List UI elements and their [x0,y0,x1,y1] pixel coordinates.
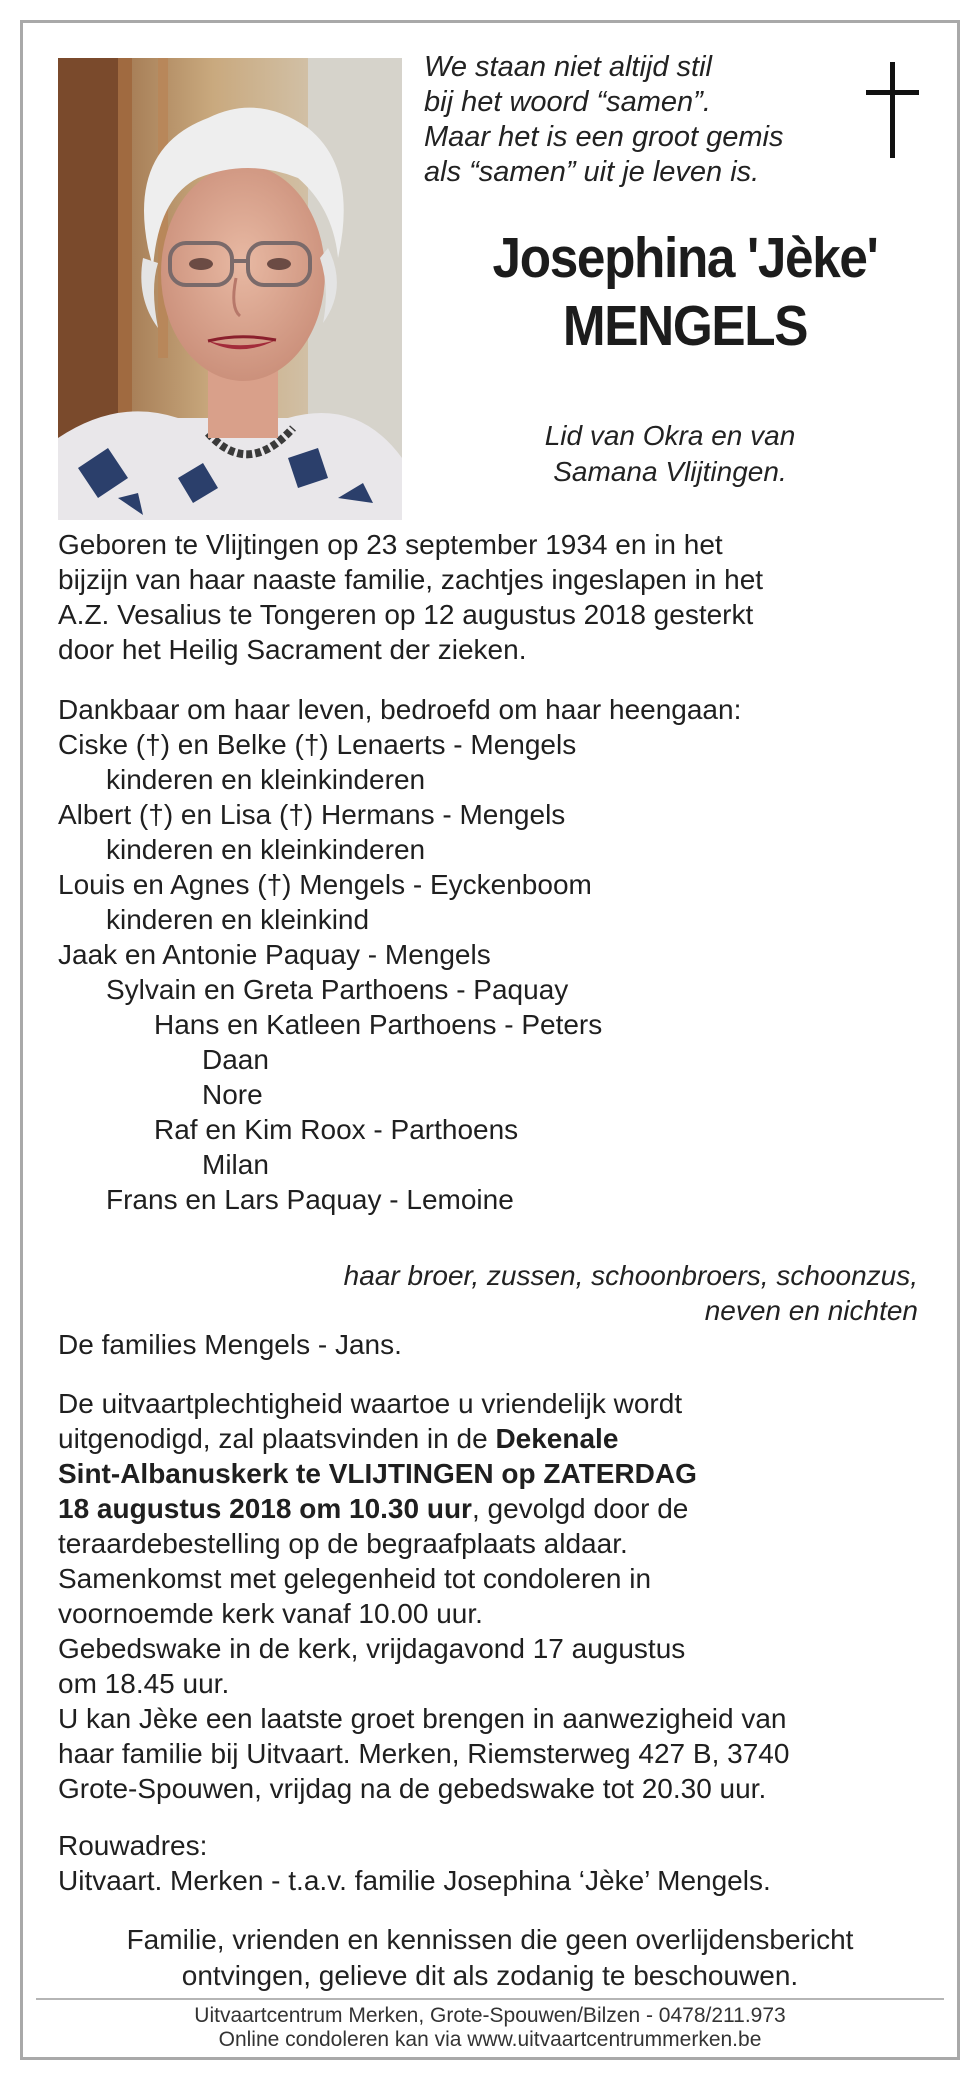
ceremony-paragraph [58,1386,938,1806]
ceremony-line: Samenkomst met gelegenheid tot condoleren in [58,1563,652,1594]
families-line: De families Mengels - Jans. [58,1329,402,1360]
poem [424,50,844,190]
ceremony-line [58,1491,938,1526]
mourner-line: Jaak en Antonie Paquay - Mengels [58,939,491,970]
ceremony-text: uitgenodigd, zal plaatsvinden in de [58,1423,496,1454]
membership-line: Samana Vlijtingen. [553,456,787,487]
poem-line: als “samen” uit je leven is. [424,156,760,188]
relatives [58,1258,918,1328]
mourners-list [58,692,938,1217]
birth-paragraph [58,527,938,667]
birth-line: A.Z. Vesalius te Tongeren op 12 augustus 2018 gesterkt [58,599,754,630]
poem-line: bij het woord “samen”. [424,86,711,118]
address-line: Uitvaart. Merken - t.a.v. familie Josephina ‘Jèke’ Mengels. [58,1865,771,1896]
birth-line: Geboren te Vlijtingen op 23 september 1934 en in het [58,529,723,560]
mourner-line: Ciske (†) en Belke (†) Lenaerts - Mengels [58,729,577,760]
mourner-line: Sylvain en Greta Parthoens - Paquay [106,974,569,1005]
address-label: Rouwadres: [58,1830,208,1861]
deceased-name [433,224,937,360]
footer-website: Online condoleren kan via www.uitvaartcentrummerken.be [218,2028,762,2051]
name-first: Josephina 'Jèke' [492,226,878,290]
cross-icon [862,60,922,160]
poem-line: We staan niet altijd stil [424,51,712,83]
birth-line: bijzijn van haar naaste familie, zachtjes ingeslapen in het [58,564,764,595]
footer-contact: Uitvaartcentrum Merken, Grote-Spouwen/Bilzen - 0478/211.973 [194,2004,786,2027]
membership-line: Lid van Okra en van [544,420,796,451]
address-block [58,1828,938,1898]
ceremony-line: De uitvaartplechtigheid waartoe u vriendelijk wordt [58,1388,683,1419]
ceremony-line: Grote-Spouwen, vrijdag na de gebedswake tot 20.30 uur. [58,1773,767,1804]
ceremony-line: teraardebestelling op de begraafplaats aldaar. [58,1528,628,1559]
birth-line: door het Heilig Sacrament der zieken. [58,634,527,665]
relatives-line: neven en nichten [704,1295,918,1326]
closing-line: Familie, vrienden en kennissen die geen overlijdensbericht [126,1924,854,1955]
ceremony-text: , gevolgd door de [471,1493,689,1524]
mourner-line: Daan [202,1044,269,1075]
mourners-intro: Dankbaar om haar leven, bedroefd om haar heengaan: [58,694,742,725]
name-last: MENGELS [562,294,808,358]
ceremony-location: Sint-Albanuskerk te VLIJTINGEN op ZATERDAG [58,1458,697,1489]
mourner-line: Raf en Kim Roox - Parthoens [154,1114,519,1145]
footer-divider [36,1998,944,2000]
mourner-line: Nore [202,1079,263,1110]
membership [440,418,900,490]
ceremony-line: haar familie bij Uitvaart. Merken, Riemsterweg 427 B, 3740 [58,1738,790,1769]
families [58,1327,938,1362]
portrait-photo [58,58,402,520]
ceremony-line: om 18.45 uur. [58,1668,230,1699]
mourner-line: kinderen en kleinkinderen [106,764,426,795]
closing-line: ontvingen, gelieve dit als zodanig te beschouwen. [181,1960,799,1991]
mourner-line: kinderen en kleinkinderen [106,834,426,865]
ceremony-line: U kan Jèke een laatste groet brengen in aanwezigheid van [58,1703,787,1734]
mourner-line: Albert (†) en Lisa (†) Hermans - Mengels [58,799,566,830]
footer [30,2004,950,2052]
portrait-illustration [58,58,402,520]
ceremony-line: voornoemde kerk vanaf 10.00 uur. [58,1598,483,1629]
ceremony-line [58,1421,938,1456]
ceremony-church: Dekenale [495,1423,619,1454]
poem-line: Maar het is een groot gemis [424,121,784,153]
closing-note [30,1922,950,1994]
mourner-line: Milan [202,1149,269,1180]
mourner-line: Hans en Katleen Parthoens - Peters [154,1009,603,1040]
ceremony-line: Gebedswake in de kerk, vrijdagavond 17 augustus [58,1633,686,1664]
mourner-line: Louis en Agnes (†) Mengels - Eyckenboom [58,869,592,900]
relatives-line: haar broer, zussen, schoonbroers, schoonzus, [343,1260,918,1291]
ceremony-date: 18 augustus 2018 om 10.30 uur [58,1493,472,1524]
mourner-line: kinderen en kleinkind [106,904,370,935]
mourner-line: Frans en Lars Paquay - Lemoine [106,1184,514,1215]
